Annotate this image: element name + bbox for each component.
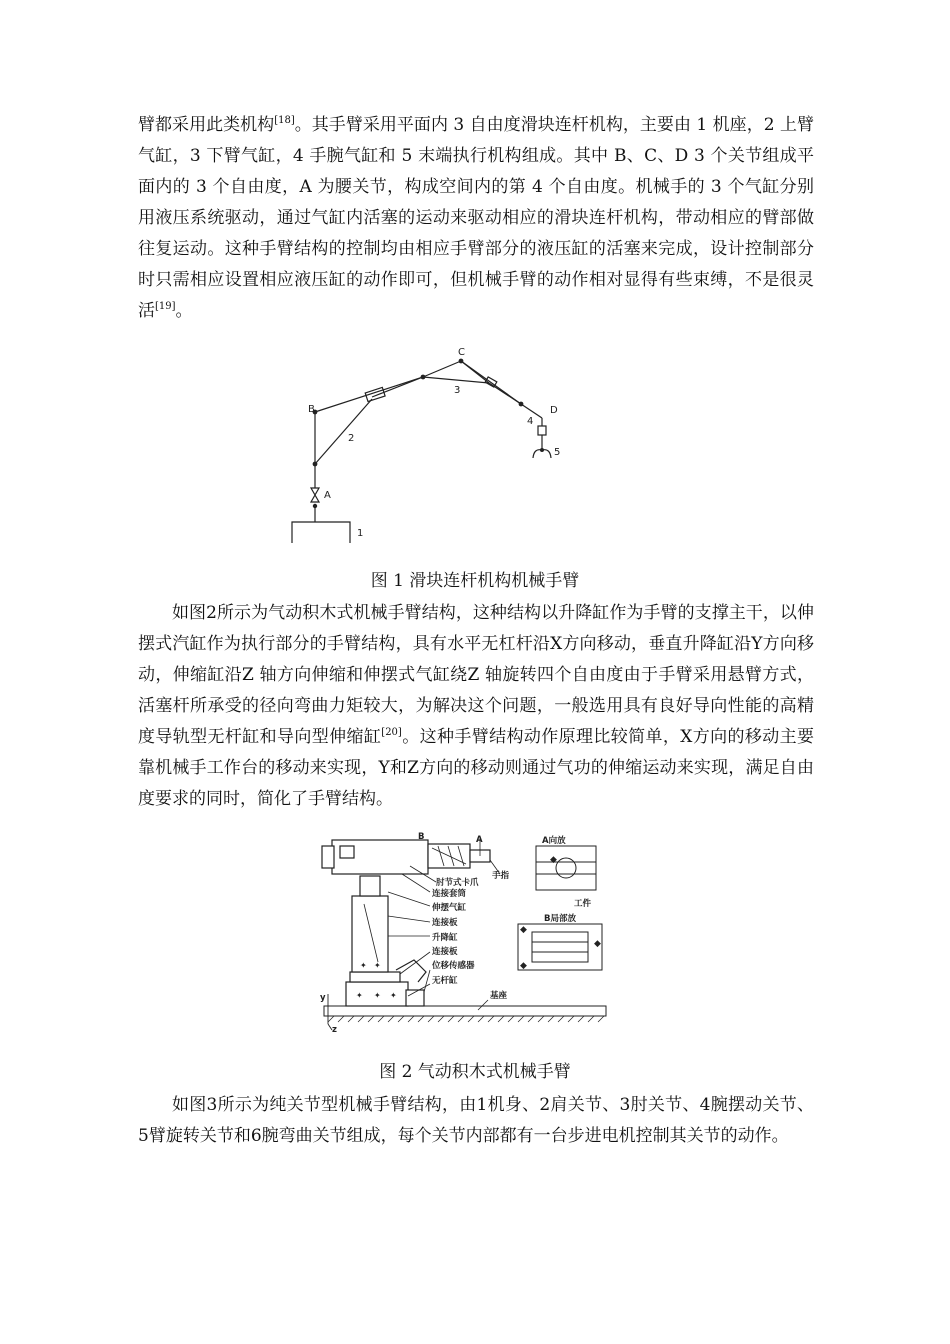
p1-text-b: 。其手臂采用平面内 3 自由度滑块连杆机构，主要由 1 机座，2 上臂气缸，3 下臂气缸，4 手腕气缸和 5 末端执行机构组成。其中 B、C、D 3 个关节组成平面内的 3 个自由度，A 为腰关节，构成空间内的第 4 个自由度。机械手的 3 个气缸分别用液压系统驱动，通过气缸内活塞的运动来驱动相应的滑块连杆机构，带动相应的臂部做往复运动。这种手臂结构的控制均由相应手臂部分的液压缸的活塞来完成，设计控制部分时只需相应设置相应液压缸的动作即可，但机械手臂的动作相对显得有些束缚，不是很灵活 [138, 115, 814, 321]
p1-text-a: 臂都采用此类机构 [138, 115, 275, 135]
label-rodless-cylinder: 无杆缸 [432, 976, 458, 986]
link-to-c [423, 361, 461, 377]
inset-a-part [556, 858, 576, 878]
label-workpiece: 工件 [574, 899, 592, 909]
label-b: B [308, 404, 315, 415]
svg-text:◆: ◆ [550, 855, 557, 865]
label-5: 5 [554, 447, 561, 458]
paragraph-1 [138, 110, 814, 327]
label-base: 基座 [490, 991, 508, 1001]
figure-2-caption: 图 2 气动积木式机械手臂 [379, 1062, 571, 1082]
label-a-marker: A [476, 835, 483, 845]
label-connecting-plate-2: 连接板 [432, 947, 458, 957]
svg-text:◆: ◆ [594, 939, 601, 949]
citation-19: [19] [155, 301, 176, 312]
svg-text:✦: ✦ [374, 991, 381, 1000]
citation-18: [18] [274, 115, 295, 126]
connecting-plate-lower [350, 972, 400, 982]
label-connecting-plate-1: 连接板 [432, 918, 458, 928]
svg-text:◆: ◆ [520, 925, 527, 935]
label-1: 1 [357, 528, 364, 539]
inset-a-view [536, 846, 596, 890]
p2-text-b: 。这种手臂结构动作原理比较简单，X方向的移动主要靠机械手工作台的移动来实现，Y和Z方向的移动则通过气功的伸缩运动来实现，满足自由度要求的同时，简化了手臂结构。 [138, 727, 814, 809]
p1-text-c: 。 [175, 301, 193, 321]
base-frame [292, 522, 350, 543]
label-4: 4 [527, 416, 534, 427]
label-z-axis: z [332, 1025, 337, 1032]
label-lifting-cylinder: 升降缸 [432, 933, 458, 943]
svg-text:✦: ✦ [356, 991, 363, 1000]
figure-1-linkage-diagram [280, 340, 590, 550]
slider-link-1 [372, 377, 423, 397]
lift-column-top [360, 876, 380, 896]
label-a-view: A向放 [542, 836, 566, 846]
lifting-cylinder [352, 896, 388, 972]
label-elbow-jaw: 肘节式卡爪 [436, 878, 479, 888]
arm-port [340, 846, 354, 858]
label-a: A [324, 490, 331, 501]
label-c: C [458, 347, 465, 358]
p2-text-a: 如图2所示为气动积木式机械手臂结构，这种结构以升降缸作为手臂的支撑主干，以伸摆式汽缸作为执行部分的手臂结构，具有水平无杠杆沿X方向移动，垂直升降缸沿Y方向移动，伸缩缸沿Z 轴方向伸缩和伸摆式气缸绕Z 轴旋转四个自由度由于手臂采用悬臂方式，活塞杆所承受的径向弯曲力矩较大，为解决这个问题，一般选用具有良好导向性能的高精度导轨型无杆缸和导向型伸缩缸 [138, 603, 814, 747]
label-finger: 手指 [492, 871, 510, 881]
label-b-detail: B局部放 [544, 914, 576, 924]
inset-b-view [518, 924, 602, 970]
label-2: 2 [348, 433, 355, 444]
arm-b-c [315, 377, 423, 412]
label-d: D [550, 405, 558, 416]
label-y-axis: y [320, 993, 326, 1003]
svg-text:✦: ✦ [390, 991, 397, 1000]
base-plate [324, 1006, 606, 1016]
figure-2-pneumatic-arm-diagram [318, 832, 610, 1032]
label-displacement-sensor: 位移传感器 [432, 961, 475, 971]
label-swing-cylinder: 伸摆气缸 [432, 903, 467, 913]
wrist-cylinder [538, 426, 546, 435]
link-3 [423, 377, 489, 383]
label-3: 3 [454, 385, 461, 396]
paragraph-2 [138, 598, 814, 815]
label-connecting-sleeve: 连接套筒 [432, 889, 467, 899]
figure-1-caption: 图 1 滑块连杆机构机械手臂 [370, 571, 580, 591]
svg-text:✦: ✦ [360, 961, 367, 970]
arm-end-cap [322, 846, 334, 868]
label-b-marker: B [418, 832, 425, 842]
citation-20: [20] [381, 727, 402, 738]
paragraph-3: 如图3所示为纯关节型机械手臂结构，由1机身、2肩关节、3肘关节、4腕摆动关节、5臂旋转关节和6腕弯曲关节组成，每个关节内部都有一台步进电机控制其关节的动作。 [138, 1095, 814, 1146]
link-c-d-lower [461, 361, 521, 404]
joint-a-symbol [311, 488, 319, 502]
svg-text:✦: ✦ [374, 961, 381, 970]
svg-text:◆: ◆ [520, 961, 527, 971]
